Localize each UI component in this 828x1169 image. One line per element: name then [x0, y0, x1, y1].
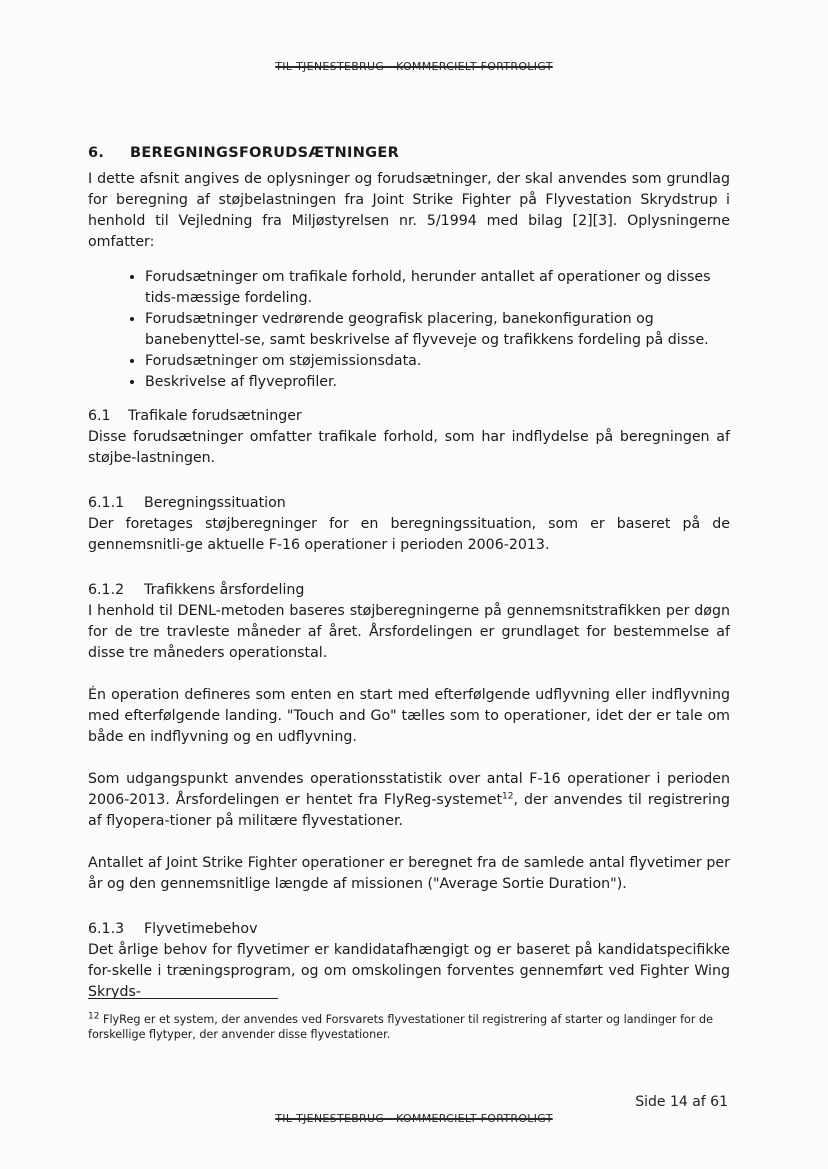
section-heading	[88, 143, 730, 164]
assumption-list	[88, 267, 730, 393]
subsection-number: 6.1.1	[88, 495, 125, 511]
subsection-text-6-1-3: Det årlige behov for flyvetimer er kandidatafhængigt og er baseret på kandidatspecifikke for-skelle i træningsprogram, og om omskolingen forventes gennemført ved Fighter Wing Skryds-	[88, 942, 730, 1000]
subsection-number: 6.1.2	[88, 582, 125, 598]
paragraph: Én operation defineres som enten en start med efterfølgende udflyvning eller indflyvning med efterfølgende landing. "Touch and Go" tælles som to operationer, idet der er tale om både en indflyvning og en udflyvning.	[88, 687, 730, 745]
section-title: BEREGNINGSFORUDSÆTNINGER	[130, 145, 400, 161]
section-intro: I dette afsnit angives de oplysninger og forudsætninger, der skal anvendes som grundlag for beregning af støjbelastningen fra Joint Strike Fighter på Flyvestation Skrydstrup i henhold til Vejledning fra Miljøstyrelsen nr. 5/1994 med bilag [2][3]. Oplysningerne omfatter:	[88, 171, 730, 250]
paragraph-text: , der anvendes til registrering af flyopera-tioner på militære flyvestationer.	[88, 792, 730, 829]
footnote-divider	[88, 998, 278, 999]
subsection-title: Flyvetimebehov	[144, 921, 258, 937]
subsection-text-6-1-1: Der foretages støjberegninger for en beregningssituation, som er baseret på de gennemsnitli-ge aktuelle F-16 operationer i perioden 2006-2013.	[88, 516, 730, 553]
confidentiality-footer: TIL TJENESTEBRUG - KOMMERCIELT FORTROLIGT	[275, 1112, 553, 1125]
paragraph: Antallet af Joint Strike Fighter operationer er beregnet fra de samlede antal flyvetimer per år og den gennemsnitlige længde af missionen ("Average Sortie Duration").	[88, 855, 730, 892]
subsection-number: 6.1	[88, 408, 111, 424]
subsection-text-6-1: Disse forudsætninger omfatter trafikale forhold, som har indflydelse på beregningen af støjbe-lastningen.	[88, 429, 730, 466]
subsection-title: Trafikale forudsætninger	[128, 408, 302, 424]
footnote	[88, 1012, 730, 1042]
page-number: Side 14 af 61	[635, 1094, 728, 1110]
paragraph-text: Som udgangspunkt anvendes operationsstatistik over antal F-16 operationer i perioden 2006-2013. Årsfordelingen er hentet fra FlyReg-systemet	[88, 771, 730, 808]
paragraph: I henhold til DENL-metoden baseres støjberegningerne på gennemsnitstrafikken per døgn for de tre travleste måneder af året. Årsfordelingen er grundlaget for bestemmelse af disse tre måneders operationstal.	[88, 603, 730, 661]
footnote-mark: 12	[88, 1011, 100, 1022]
list-item: • Beskrivelse af flyveprofiler.	[145, 372, 730, 393]
subsection-title: Trafikkens årsfordeling	[144, 582, 305, 598]
confidentiality-header: TIL TJENESTEBRUG - KOMMERCIELT FORTROLIGT	[275, 60, 553, 73]
paragraph	[88, 769, 730, 832]
footnote-ref: 12	[502, 791, 514, 802]
section-number: 6.	[88, 145, 105, 161]
list-item: • Forudsætninger vedrørende geografisk placering, banekonfiguration og banebenyttel-se, samt beskrivelse af flyveveje og trafikkens fordeling på disse.	[145, 309, 730, 351]
page-content	[88, 143, 730, 1003]
list-item: • Forudsætninger om trafikale forhold, herunder antallet af operationer og disses tids-mæssige fordeling.	[145, 267, 730, 309]
footnote-text: FlyReg er et system, der anvendes ved Forsvarets flyvestationer til registrering af starter og landinger for de forskellige flytyper, der anvender disse flyvestationer.	[88, 1013, 713, 1041]
subsection-number: 6.1.3	[88, 921, 125, 937]
subsection-heading-6-1-1	[88, 493, 730, 514]
subsection-heading-6-1-3	[88, 919, 730, 940]
subsection-heading-6-1	[88, 406, 730, 427]
subsection-title: Beregningssituation	[144, 495, 286, 511]
list-item: • Forudsætninger om støjemissionsdata.	[145, 351, 730, 372]
subsection-heading-6-1-2	[88, 580, 730, 601]
